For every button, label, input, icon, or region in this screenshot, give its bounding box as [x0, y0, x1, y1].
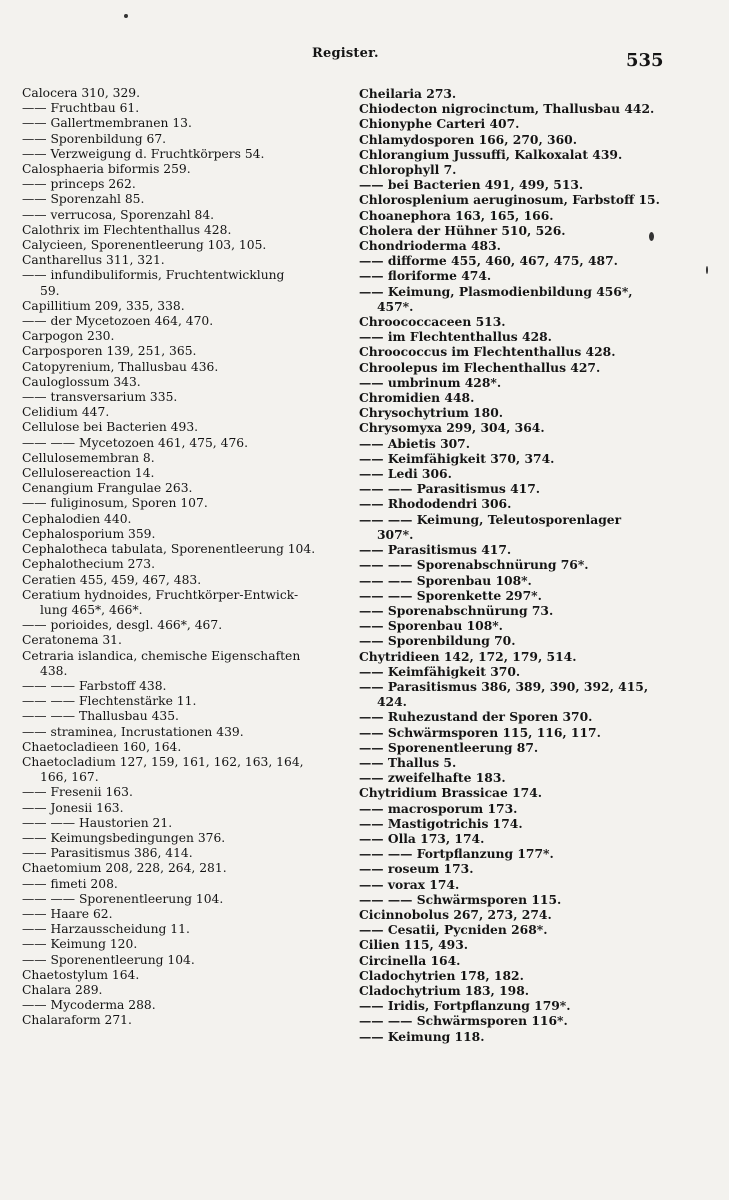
left-index-entry: —— Keimungsbedingungen 376.	[22, 830, 226, 845]
left-index-entry: Cephalothecium 273.	[22, 557, 155, 572]
left-index-entry: —— —— Farbstoff 438.	[22, 678, 167, 693]
left-index-entry: —— Parasitismus 386, 414.	[22, 846, 193, 861]
right-index-entry: —— Keimung, Plasmodienbildung 456*,	[359, 283, 633, 299]
left-index-entry: —— Verzweigung d. Fruchtkörpers 54.	[22, 146, 265, 161]
right-index-entry: Chytridieen 142, 172, 179, 514.	[359, 648, 577, 664]
right-index-entry: —— Ruhezustand der Sporen 370.	[359, 709, 593, 725]
left-index-entry: —— Sporenzahl 85.	[22, 192, 145, 207]
left-index-entry: —— Fruchtbau 61.	[22, 101, 140, 116]
left-index-entry: lung 465*, 466*.	[40, 602, 143, 617]
right-index-entry: —— —— Sporenbau 108*.	[359, 572, 532, 588]
right-index-entry: —— —— Keimung, Teleutosporenlager	[359, 511, 622, 527]
right-index-entry: —— Olla 173, 174.	[359, 830, 485, 846]
left-index-entry: Chaetostylum 164.	[22, 967, 140, 982]
right-index-entry: —— —— Sporenkette 297*.	[359, 587, 542, 603]
right-index-entry: Chrysochytrium 180.	[359, 405, 504, 421]
right-index-entry: —— vorax 174.	[359, 876, 460, 892]
left-index-entry: —— —— Sporenentleerung 104.	[22, 891, 224, 906]
left-index-entry: Celidium 447.	[22, 405, 110, 420]
left-index-entry: —— Mycoderma 288.	[22, 998, 156, 1013]
right-index-entry: Chroococcaceen 513.	[359, 314, 506, 330]
right-index-entry: —— Keimung 118.	[359, 1028, 485, 1044]
right-index-entry: Choanephora 163, 165, 166.	[359, 207, 554, 223]
right-index-entry: —— Abietis 307.	[359, 435, 471, 451]
left-index-entry: —— Haare 62.	[22, 906, 113, 921]
print-speck	[649, 232, 654, 241]
left-index-entry: Carposporen 139, 251, 365.	[22, 344, 197, 359]
right-index-entry: —— —— Fortpflanzung 177*.	[359, 846, 554, 862]
right-index-entry: Chlorangium Jussuffi, Kalkoxalat 439.	[359, 146, 623, 162]
right-index-entry: 424.	[377, 694, 407, 710]
left-index-entry: 59.	[40, 283, 60, 298]
left-index-entry: Calosphaeria biformis 259.	[22, 162, 191, 177]
left-index-entry: —— —— Thallusbau 435.	[22, 709, 179, 724]
right-index-entry: Cladochytrien 178, 182.	[359, 967, 524, 983]
left-index-entry: Chaetocladium 127, 159, 161, 162, 163, 164,	[22, 754, 304, 769]
right-index-entry: —— —— Schwärmsporen 115.	[359, 891, 562, 907]
left-index-entry: Calycieen, Sporenentleerung 103, 105.	[22, 238, 267, 253]
left-index-entry: Cellulose bei Bacterien 493.	[22, 420, 199, 435]
right-index-entry: Chytridium Brassicae 174.	[359, 785, 543, 801]
left-index-entry: —— —— Mycetozoen 461, 475, 476.	[22, 435, 248, 450]
left-index-entry: Chaetomium 208, 228, 264, 281.	[22, 861, 227, 876]
right-index-entry: Chiodecton nigrocinctum, Thallusbau 442.	[359, 101, 655, 117]
left-index-entry: —— infundibuliformis, Fruchtentwicklung	[22, 268, 285, 283]
left-index-entry: Capillitium 209, 335, 338.	[22, 298, 185, 313]
left-index-entry: —— —— Haustorien 21.	[22, 815, 173, 830]
left-index-entry: Calocera 310, 329.	[22, 86, 141, 100]
left-index-entry: —— fimeti 208.	[22, 876, 118, 891]
right-index-entry: Chromidien 448.	[359, 390, 475, 406]
right-index-entry: —— —— Schwärmsporen 116*.	[359, 1013, 568, 1029]
right-index-entry: —— Parasitismus 417.	[359, 542, 512, 558]
right-index-entry: Chionyphe Carteri 407.	[359, 116, 520, 132]
right-index-entry: Chroolepus im Flechenthallus 427.	[359, 359, 601, 375]
left-index-entry: —— Sporenbildung 67.	[22, 131, 167, 146]
right-index-entry: Cilien 115, 493.	[359, 937, 469, 953]
right-index-entry: Cladochytrium 183, 198.	[359, 982, 530, 998]
left-index-entry: —— straminea, Incrustationen 439.	[22, 724, 244, 739]
left-index-entry: —— princeps 262.	[22, 177, 136, 192]
left-index-entry: —— —— Flechtenstärke 11.	[22, 694, 197, 709]
right-index-entry: —— bei Bacterien 491, 499, 513.	[359, 177, 584, 193]
index-column-right	[359, 86, 671, 1044]
right-index-entry: —— Sporenentleerung 87.	[359, 739, 539, 755]
left-index-entry: Calothrix im Flechtenthallus 428.	[22, 222, 232, 237]
left-index-entry: Cetraria islandica, chemische Eigenschaften	[22, 648, 301, 663]
right-index-entry: —— —— Parasitismus 417.	[359, 481, 541, 497]
right-index-entry: Circinella 164.	[359, 952, 461, 968]
right-index-entry: —— Iridis, Fortpflanzung 179*.	[359, 998, 571, 1014]
right-index-entry: Cholera der Hühner 510, 526.	[359, 222, 566, 238]
left-index-entry: Cauloglossum 343.	[22, 374, 141, 389]
right-index-entry: —— Mastigotrichis 174.	[359, 815, 523, 831]
right-index-entry: —— umbrinum 428*.	[359, 374, 502, 390]
right-index-entry: —— Rhododendri 306.	[359, 496, 512, 512]
left-index-entry: —— der Mycetozoen 464, 470.	[22, 314, 214, 329]
right-index-entry: —— Keimfähigkeit 370, 374.	[359, 450, 555, 466]
right-index-entry: Chroococcus im Flechtenthallus 428.	[359, 344, 616, 360]
right-index-entry: —— Thallus 5.	[359, 754, 457, 770]
left-index-entry: Cephalodien 440.	[22, 511, 132, 526]
left-index-entry: —— Jonesii 163.	[22, 800, 124, 815]
left-index-entry: Chaetocladieen 160, 164.	[22, 739, 182, 754]
right-index-entry: —— difforme 455, 460, 467, 475, 487.	[359, 253, 618, 269]
right-index-entry: Chlorosplenium aeruginosum, Farbstoff 15.	[359, 192, 660, 208]
page-number: 535	[626, 50, 664, 71]
left-index-entry: Cenangium Frangulae 263.	[22, 481, 193, 496]
left-index-entry: Ceratonema 31.	[22, 633, 122, 648]
page-header-title: Register.	[312, 46, 379, 61]
left-index-entry: 438.	[40, 663, 68, 678]
right-index-entry: —— im Flechtenthallus 428.	[359, 329, 552, 345]
index-column-left	[22, 86, 344, 1029]
left-index-entry: —— Sporenentleerung 104.	[22, 952, 195, 967]
left-index-entry: Catopyrenium, Thallusbau 436.	[22, 359, 219, 374]
right-index-entry: —— macrosporum 173.	[359, 800, 518, 816]
left-index-entry: —— verrucosa, Sporenzahl 84.	[22, 207, 215, 222]
right-index-entry: Chlorophyll 7.	[359, 162, 457, 178]
print-speck	[706, 266, 708, 274]
right-index-entry: —— Ledi 306.	[359, 466, 452, 482]
left-index-entry: Cantharellus 311, 321.	[22, 253, 165, 268]
right-index-entry: —— Sporenbau 108*.	[359, 618, 503, 634]
left-index-entry: Carpogon 230.	[22, 329, 115, 344]
left-index-entry: —— transversarium 335.	[22, 390, 178, 405]
right-index-entry: Cheilaria 273.	[359, 86, 457, 101]
print-speck	[124, 14, 128, 18]
left-index-entry: —— Harzausscheidung 11.	[22, 922, 190, 937]
left-index-entry: Cephalotheca tabulata, Sporenentleerung 104.	[22, 542, 316, 557]
left-index-entry: Cephalosporium 359.	[22, 526, 156, 541]
left-index-entry: Chalara 289.	[22, 982, 103, 997]
right-index-entry: 307*.	[377, 526, 414, 542]
right-index-entry: —— Sporenbildung 70.	[359, 633, 516, 649]
left-index-entry: 166, 167.	[40, 770, 99, 785]
left-index-entry: Cellulosemembran 8.	[22, 450, 155, 465]
left-index-entry: —— Gallertmembranen 13.	[22, 116, 192, 131]
right-index-entry: —— —— Sporenabschnürung 76*.	[359, 557, 589, 573]
left-index-entry: Ceratien 455, 459, 467, 483.	[22, 572, 202, 587]
right-index-entry: —— zweifelhafte 183.	[359, 770, 506, 786]
left-index-entry: Chalaraform 271.	[22, 1013, 132, 1028]
left-index-entry: —— Keimung 120.	[22, 937, 138, 952]
right-index-entry: Chondrioderma 483.	[359, 238, 501, 254]
right-index-entry: —— Schwärmsporen 115, 116, 117.	[359, 724, 601, 740]
right-index-entry: —— Keimfähigkeit 370.	[359, 663, 521, 679]
right-index-entry: Chlamydosporen 166, 270, 360.	[359, 131, 577, 147]
right-index-entry: Chrysomyxa 299, 304, 364.	[359, 420, 545, 436]
right-index-entry: —— Sporenabschnürung 73.	[359, 602, 554, 618]
right-index-entry: —— floriforme 474.	[359, 268, 492, 284]
right-index-entry: Cicinnobolus 267, 273, 274.	[359, 906, 552, 922]
left-index-entry: —— Fresenii 163.	[22, 785, 133, 800]
left-index-entry: Ceratium hydnoides, Fruchtkörper-Entwick-	[22, 587, 299, 602]
left-index-entry: —— fuliginosum, Sporen 107.	[22, 496, 208, 511]
left-index-entry: Cellulosereaction 14.	[22, 466, 155, 481]
right-index-entry: —— Parasitismus 386, 389, 390, 392, 415,	[359, 678, 649, 694]
right-index-entry: —— roseum 173.	[359, 861, 474, 877]
left-index-entry: —— porioides, desgl. 466*, 467.	[22, 618, 223, 633]
right-index-entry: 457*.	[377, 298, 414, 314]
right-index-entry: —— Cesatii, Pycniden 268*.	[359, 922, 548, 938]
